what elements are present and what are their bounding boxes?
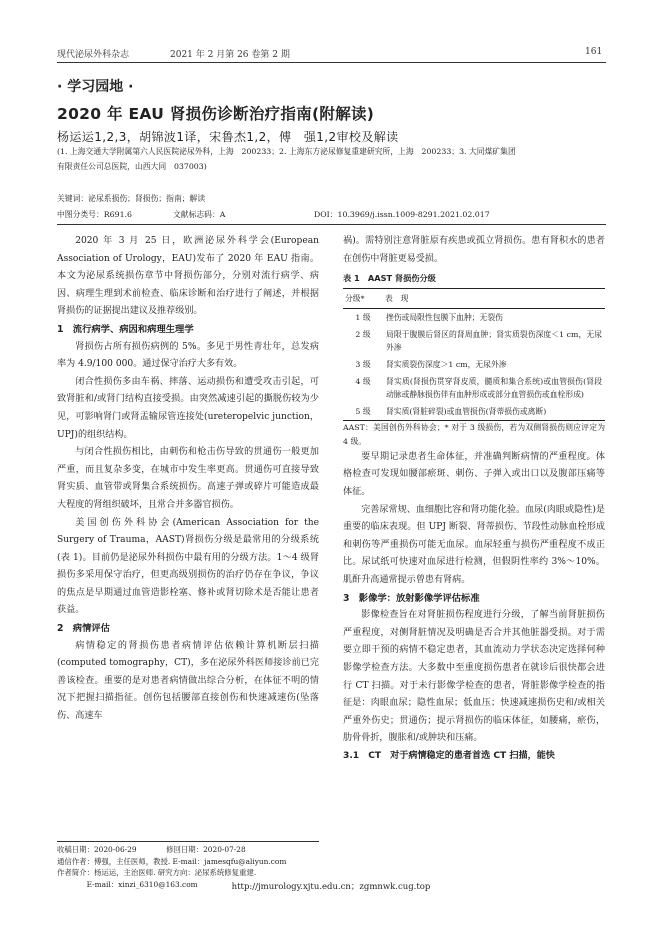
author-bio: 作者简介：杨运运，主治医师. 研究方向：泌尿系统修复重建. [57, 868, 257, 877]
page-number: 161 [585, 47, 603, 57]
table-header-row [343, 288, 605, 308]
paragraph: 与闭合性损伤相比，由刺伤和枪击伤导致的贯通伤一般更加严重，而且复杂多变，在城市中发生率更高。贯通伤可直接导致肾实质、血管带或肾集合系统损伤。高速子弹或碎片可能造成最大程度的肾组织破坏，且常合并多器官损伤。 [57, 447, 319, 510]
description-cell: 肾实质裂伤深度＞1 cm，无尿外渗 [386, 359, 507, 369]
table-row [343, 356, 605, 373]
journal-url: http://jmurology.xjtu.edu.cn；zgmnwk.cug.top [231, 882, 431, 892]
continued-paragraph: 祸)。需特别注意肾脏原有疾患或孤立肾损伤。患有肾积水的患者在创伤中肾脏更易受损。 [343, 236, 605, 264]
header-rule [57, 62, 606, 63]
description-cell: 肾实质(肾脏碎裂)或血管损伤(肾蒂损伤或离断) [383, 403, 605, 421]
dates-line: 收稿日期：2020-06-29 修回日期：2020-07-28 [57, 845, 246, 854]
paragraph: 完善尿常规、血细胞比容和肾功能化验。血尿(肉眼或隐性)是重要的临床表现。但 UPJ 断裂、肾蒂损伤、节段性动脉血栓形成和刺伤等严重损伤可能无血尿。血尿轻重与损伤严重程度不成正比。尿试纸可快速对血尿进行检测，但假阴性率约 3%～10%。肌酐升高通常提示曾患有肾病。 [343, 504, 605, 585]
paragraph: 影像检查旨在对肾脏损伤程度进行分级，了解当前肾脏损伤严重程度，对侧肾脏情况及明确是否合并其他脏器受损。对于需要立即干预的病情不稳定患者，其血流动力学状态决定选择何种影像学检查方法。大多数中至重度损伤患者在就诊后很快都会进行 CT 扫描。对于未行影像学检查的患者，肾脏影像学检查的指征是：肉眼血尿；隐性血尿；低血压；快速减速损伤史和/或相关严重外伤史；贯通伤；提示肾损伤的临床体征，如腰痛，瘀伤，肋骨骨折，腹胀和/或肿块和压痛。 [343, 610, 605, 744]
title-divider [57, 224, 606, 225]
document-code: 文献标志码：A [173, 210, 226, 219]
article-title: 2020 年 EAU 肾损伤诊断治疗指南(附解读) [57, 105, 375, 123]
table-note: AAST：美国创伤外科协会；* 对于 3 级损伤，若为双侧肾损伤则应评定为 4 级。 [343, 422, 605, 446]
section-3-heading: 3 影像学：放射影像学评估标准 [343, 592, 480, 604]
affiliation-line-2: 有限责任公司总医院，山西大同 037003) [57, 162, 207, 171]
keywords: 关键词：泌尿系损伤；肾损伤；指南；解读 [57, 194, 206, 203]
author-list: 杨运运1,2,3，胡锦波1译，宋鲁杰1,2，傅 强1,2审校及解读 [57, 130, 399, 144]
corresponding-author: 通信作者：傅强，主任医师，教授. E-mail：jamesqfu@aliyun.com [57, 856, 287, 866]
table-row [343, 308, 605, 326]
section-label: · 学习园地 · [57, 79, 134, 95]
table-caption: 表 1 AAST 肾损伤分级 [343, 273, 436, 284]
grade-cell: 4 级 [355, 376, 371, 386]
classification-number: 中图分类号：R691.6 [57, 210, 132, 219]
left-column [57, 233, 319, 726]
section-1-heading: 1 流行病学、病因和病理生理学 [57, 323, 194, 335]
description-cell: 挫伤或局限性包膜下血肿；无裂伤 [386, 312, 503, 322]
paragraph: 肾损伤占所有损伤病例的 5%。多见于男性青壮年，总发病率为 4.9/100 000。通过保守治疗大多有效。 [57, 341, 319, 370]
table-header-grade: 分级* [343, 288, 383, 308]
journal-name: 现代泌尿外科杂志 [57, 50, 130, 60]
description-cell: 肾实质(肾损伤贯穿肾皮质，髓质和集合系统)或血管损伤(肾段动脉或静脉损伤伴有血肿形成或部分血管损伤或血栓形成) [386, 376, 602, 399]
section-2-heading: 2 病情评估 [57, 623, 110, 635]
grade-cell: 2 级 [355, 329, 371, 339]
affiliation-line-1: (1. 上海交通大学附属第六人民医院泌尿外科，上海 200233；2. 上海东方泌尿修复重建研究所，上海 200233；3. 大同煤矿集团 [57, 147, 516, 156]
subsection-3-1: 3.1 CT 对于病情稳定的患者首选 CT 扫描，能快 [343, 750, 555, 761]
doi: DOI：10.3969/j.issn.1009-8291.2021.02.017 [314, 210, 490, 219]
table-row [343, 326, 605, 356]
intro-paragraph: 2020 年 3 月 25 日，欧洲泌尿外科学会(European Association of Urology，EAU)发布了 2020 年 EAU 指南。本文为泌尿系统损伤章节中肾损伤部分，分别对流行病学、病因、病理生理到术前检查、临床诊断和治疗进行了阐述，并根据肾损伤的证据提出建议及推荐级别。 [57, 236, 319, 317]
grade-cell: 1 级 [355, 312, 371, 322]
table-row [343, 403, 605, 421]
description-cell: 局限于腹膜后肾区的肾周血肿；肾实质裂伤深度＜1 cm，无尿外渗 [386, 329, 602, 352]
author-email: E-mail：xinzi_6310@163.com [86, 879, 198, 889]
right-column [343, 233, 605, 765]
aast-grading-table [343, 288, 605, 421]
paragraph: 病情稳定的肾损伤患者病情评估依赖计算机断层扫描(computed tomography，CT)，多在泌尿外科医师接诊前已完善该检查。重要的是对患者病情做出综合分析，在体征不明的情况下把握扫描指征。创伤包括腰部直接创伤和快速减速伤(坠落伤、高速车 [57, 640, 319, 722]
paragraph: 美国创伤外科协会(American Association for the Surgery of Trauma，AAST)肾损伤分级是最常用的分级系统(表 1)。目前仍是泌尿外科损伤中最有用的分级方法。1～4 级肾损伤多采用保守治疗，但更高级别损伤的治疗仍存在争议，争议的焦点是早期通过血管造影栓塞、修补或肾切除术是否能让患者获益。 [57, 517, 319, 616]
table-header-description: 表 现 [383, 288, 605, 308]
grade-cell: 5 级 [343, 403, 383, 421]
grade-cell: 3 级 [355, 359, 371, 369]
issue-info: 2021 年 2 月第 26 卷第 2 期 [170, 50, 290, 60]
table-row [343, 373, 605, 403]
paragraph: 要早期记录患者生命体征，并准确判断病情的严重程度。体格检查可发现如腰部瘀斑、刺伤、子弹入或出口以及腹部压痛等体征。 [343, 451, 605, 497]
paragraph: 闭合性损伤多由车祸、摔落、运动损伤和遭受攻击引起，可致肾脏和/或肾门结构直接受损。由突然减速引起的撕脱伤较为少见，可影响肾门或肾盂输尿管连接处(ureteropelvic junction，UPJ)的组织结构。 [57, 376, 319, 440]
